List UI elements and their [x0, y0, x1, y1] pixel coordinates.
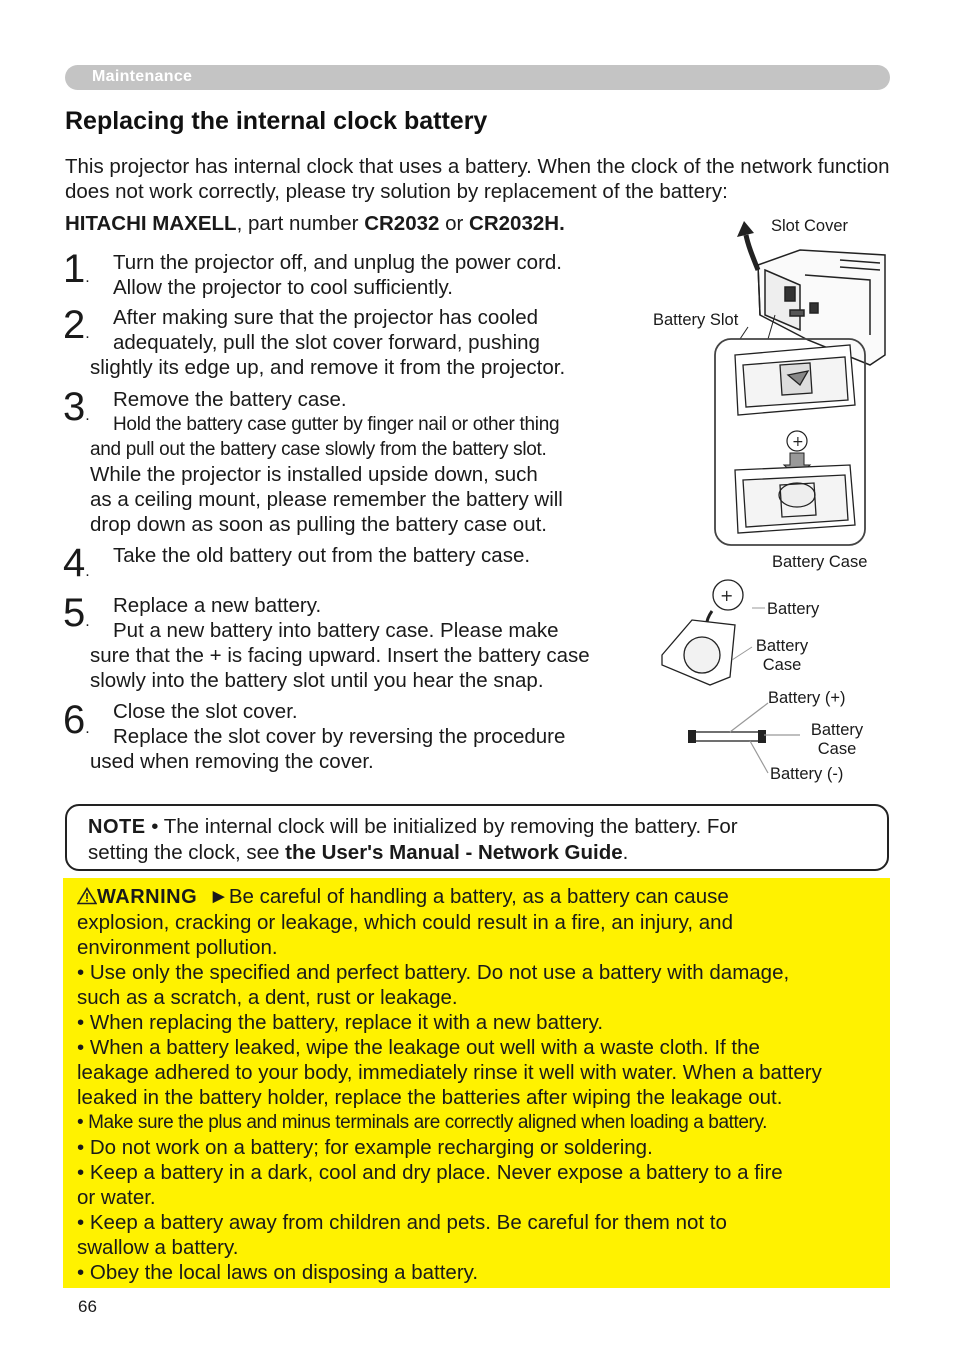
warning-label: WARNING — [97, 886, 198, 908]
step-2-text-a: After making sure that the projector has cooled adequately, pull the slot cover forward, pushing — [113, 306, 540, 354]
parts-or: or — [439, 212, 470, 235]
label-battery: Battery — [767, 600, 820, 618]
step-3-heading: Remove the battery case. — [113, 388, 347, 411]
step-number-6: 6. — [63, 698, 90, 742]
label-slot-cover: Slot Cover — [771, 217, 849, 235]
battery-replacement-illustration — [640, 215, 890, 805]
step-3-detail-3: While the projector is installed upside down, such as a ceiling mount, please remember the battery will drop down as soon as pulling the battery case out. — [90, 463, 563, 536]
note-label: NOTE — [88, 816, 146, 838]
step-2-text-b: slightly its edge up, and remove it from the projector. — [90, 356, 566, 379]
brand-name: HITACHI MAXELL — [65, 212, 237, 235]
part-number-2: CR2032H. — [469, 212, 565, 235]
battery-part-numbers — [65, 212, 565, 236]
page-number: 66 — [78, 1297, 97, 1316]
parts-text: , part number — [236, 212, 365, 235]
label-battery-minus: Battery (-) — [770, 765, 844, 783]
page-title: Replacing the internal clock battery — [65, 107, 488, 135]
step-6-text-a: Close the slot cover. Replace the slot cover by reversing the procedure — [113, 700, 566, 748]
step-number-5: 5. — [63, 591, 90, 635]
note-text: NOTE • The internal clock will be initialized by removing the battery. For setting the clock, see the User's Manual - Network Guide. — [88, 815, 738, 864]
battery-slot-illustration — [735, 345, 855, 415]
step-number-4: 4. — [63, 541, 90, 585]
svg-text:+: + — [720, 586, 734, 605]
step-4-text: Take the old battery out from the battery case. — [113, 544, 531, 567]
label-battery-case: Battery Case — [772, 553, 868, 571]
step-1-text: Turn the projector off, and unplug the power cord. Allow the projector to cool sufficiently. — [113, 251, 562, 299]
step-number-2: 2. — [63, 303, 90, 347]
new-battery-illustration — [662, 580, 743, 685]
section-header-bar — [65, 65, 890, 90]
section-label: Maintenance — [92, 68, 193, 85]
intro-paragraph: This projector has internal clock that uses a battery. When the clock of the network function does not work correctly, please try solution by replacement of the battery: — [65, 155, 890, 203]
step-3-detail-1: Hold the battery case gutter by finger nail or other thing — [113, 414, 560, 435]
step-6-text-b: used when removing the cover. — [90, 750, 374, 773]
label-battery-slot: Battery Slot — [653, 311, 739, 329]
battery-side-view-illustration — [688, 703, 800, 773]
svg-text:+: + — [792, 434, 804, 450]
step-5-text-a: Replace a new battery. Put a new battery into battery case. Please make — [113, 594, 559, 642]
step-3-detail-2: and pull out the battery case slowly from the battery slot. — [90, 439, 547, 460]
step-5-text-b: sure that the + is facing upward. Insert the battery case slowly into the battery slot until you hear the snap. — [90, 644, 590, 692]
network-guide-reference: the User's Manual - Network Guide — [285, 841, 623, 864]
warning-triangle-icon — [77, 887, 97, 905]
battery-case-illustration — [735, 465, 855, 533]
warning-text: WARNING ►Be careful of handling a battery, as a battery can cause explosion, cracking or leakage, which could result in a fire, an injury, and environment pollution. • Use only the specified and perfect battery. Do not use a battery with damage, such as a scratch, a dent, rust or leakage. • When replacing the battery, replace it with a new battery. • When a battery leaked, wipe the leakage out well with a waste cloth. If the leakage adhered to your body, immediately rinse it well with water. When a battery leaked in the battery holder, replace the batteries after wiping the leakage out. • Make sure the plus and minus terminals are correctly aligned when loading a battery. • Do not work on a battery; for example recharging or soldering. • Keep a battery in a dark, cool and dry place. Never expose a battery to a fire or water. • Keep a battery away from children and pets. Be careful for them not to swallow a battery. • Obey the local laws on disposing a battery. — [77, 885, 822, 1284]
step-number-1: 1. — [63, 247, 90, 291]
label-battery-case-3: Battery Case — [810, 721, 864, 758]
part-number-1: CR2032 — [364, 212, 440, 235]
arrow-up-icon — [737, 221, 758, 270]
label-battery-case-2: Battery Case — [755, 637, 809, 674]
step-number-3: 3. — [63, 385, 90, 429]
label-battery-plus: Battery (+) — [768, 689, 846, 707]
